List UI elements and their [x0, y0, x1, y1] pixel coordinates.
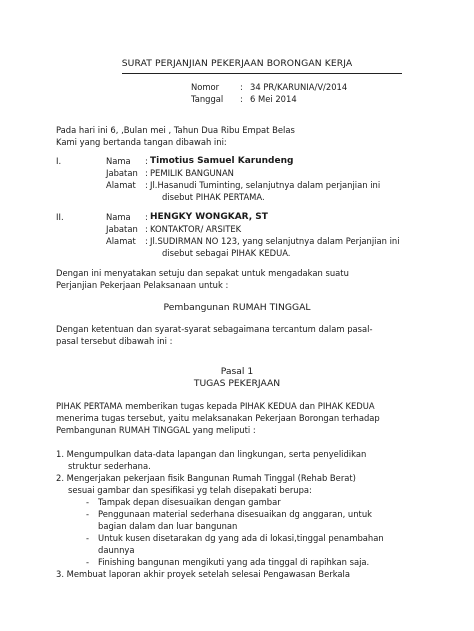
- sub-bullet-3-line-1: Untuk kusen disetarakan dg yang ada di lokasi,tinggal penambahan: [98, 533, 384, 543]
- party-2-nama-colon: :: [145, 212, 148, 222]
- item-3-line-1: 3. Membuat laporan akhir proyek setelah selesai Pengawasan Berkala: [56, 569, 350, 579]
- conditions-line-2: pasal tersebut dibawah ini :: [56, 336, 173, 346]
- party-2-alamat-line-2: disebut sebagai PIHAK KEDUA.: [162, 248, 291, 258]
- party-1-alamat-line-1: Jl.Hasanudi Tuminting, selanjutnya dalam perjanjian ini: [150, 180, 381, 190]
- sub-bullet-2-line-1: Penggunaan material sederhana disesuaikan dg anggaran, untuk: [98, 509, 372, 519]
- agreement-line-2: Perjanjian Pekerjaan Pelaksanaan untuk :: [56, 280, 229, 290]
- party-1-nama-colon: :: [145, 156, 148, 166]
- tanggal-value: 6 Mei 2014: [250, 94, 297, 104]
- document-title: SURAT PERJANJIAN PEKERJAAN BORONGAN KERJA: [121, 58, 353, 69]
- item-2-line-2: sesuai gambar dan spesifikasi yg telah disepakati berupa:: [68, 485, 312, 495]
- pasal-title: TUGAS PEKERJAAN: [193, 378, 281, 389]
- project-heading: Pembangunan RUMAH TINGGAL: [163, 302, 311, 313]
- party-2-alamat-line-1: Jl.SUDIRMAN NO 123, yang selanjutnya dalam Perjanjian ini: [150, 236, 400, 246]
- party-2-jabatan-value: KONTAKTOR/ ARSITEK: [150, 224, 242, 234]
- sub-bullet-4-marker: -: [86, 557, 90, 567]
- party-1-alamat-label: Alamat: [106, 180, 136, 190]
- party-2-jabatan-label: Jabatan: [106, 224, 138, 234]
- party-2-nama-label: Nama: [106, 212, 131, 222]
- party-2-numeral: II.: [56, 212, 64, 222]
- nomor-colon: :: [240, 82, 243, 92]
- tanggal-colon: :: [240, 94, 243, 104]
- party-1-jabatan-value: PEMILIK BANGUNAN: [150, 168, 234, 178]
- sub-bullet-2-line-2: bagian dalam dan luar bangunan: [98, 521, 238, 531]
- party-1-jabatan-label: Jabatan: [106, 168, 138, 178]
- pasal-label: Pasal 1: [220, 366, 254, 377]
- nomor-label: Nomor: [191, 82, 220, 92]
- sub-bullet-2-marker: -: [86, 509, 90, 519]
- party-2-alamat-label: Alamat: [106, 236, 136, 246]
- conditions-line-1: Dengan ketentuan dan syarat-syarat sebagaimana tercantum dalam pasal-: [56, 324, 373, 334]
- agreement-line-1: Dengan ini menyatakan setuju dan sepakat untuk mengadakan suatu: [56, 268, 349, 278]
- task-intro-line-2: menerima tugas tersebut, yaitu melaksanakan Pekerjaan Borongan terhadap: [56, 413, 380, 423]
- task-intro-line-1: PIHAK PERTAMA memberikan tugas kepada PIHAK KEDUA dan PIHAK KEDUA: [56, 401, 375, 411]
- tanggal-label: Tanggal: [191, 94, 224, 104]
- party-1-alamat-line-2: disebut PIHAK PERTAMA.: [162, 192, 265, 202]
- nomor-value: 34 PR/KARUNIA/V/2014: [250, 82, 348, 92]
- sub-bullet-1-marker: -: [86, 497, 90, 507]
- task-intro-line-3: Pembangunan RUMAH TINGGAL yang meliputi :: [56, 425, 256, 435]
- item-2-line-1: 2. Mengerjakan pekerjaan fisik Bangunan Rumah Tinggal (Rehab Berat): [56, 473, 356, 483]
- sub-bullet-3-marker: -: [86, 533, 90, 543]
- item-1-line-1: 1. Mengumpulkan data-data lapangan dan lingkungan, serta penyelidikan: [56, 449, 367, 459]
- party-1-jabatan-colon: :: [145, 168, 148, 178]
- party-1-nama-value: Timotius Samuel Karundeng: [150, 156, 294, 166]
- intro-line-1: Pada hari ini 6, ,Bulan mei , Tahun Dua Ribu Empat Belas: [56, 125, 295, 135]
- sub-bullet-1-line-1: Tampak depan disesuaikan dengan gambar: [98, 497, 281, 507]
- party-1-nama-label: Nama: [106, 156, 131, 166]
- party-2-jabatan-colon: :: [145, 224, 148, 234]
- intro-line-2: Kami yang bertanda tangan dibawah ini:: [56, 137, 227, 147]
- sub-bullet-4-line-1: Finishing bangunan mengikuti yang ada tinggal di rapihkan saja.: [98, 557, 370, 567]
- party-2-alamat-colon: :: [145, 236, 148, 246]
- party-1-numeral: I.: [56, 156, 62, 166]
- sub-bullet-3-line-2: daunnya: [98, 545, 135, 555]
- title-underline: [122, 73, 402, 74]
- item-1-line-2: struktur sederhana.: [68, 461, 151, 471]
- party-2-nama-value: HENGKY WONGKAR, ST: [150, 212, 268, 222]
- party-1-alamat-colon: :: [145, 180, 148, 190]
